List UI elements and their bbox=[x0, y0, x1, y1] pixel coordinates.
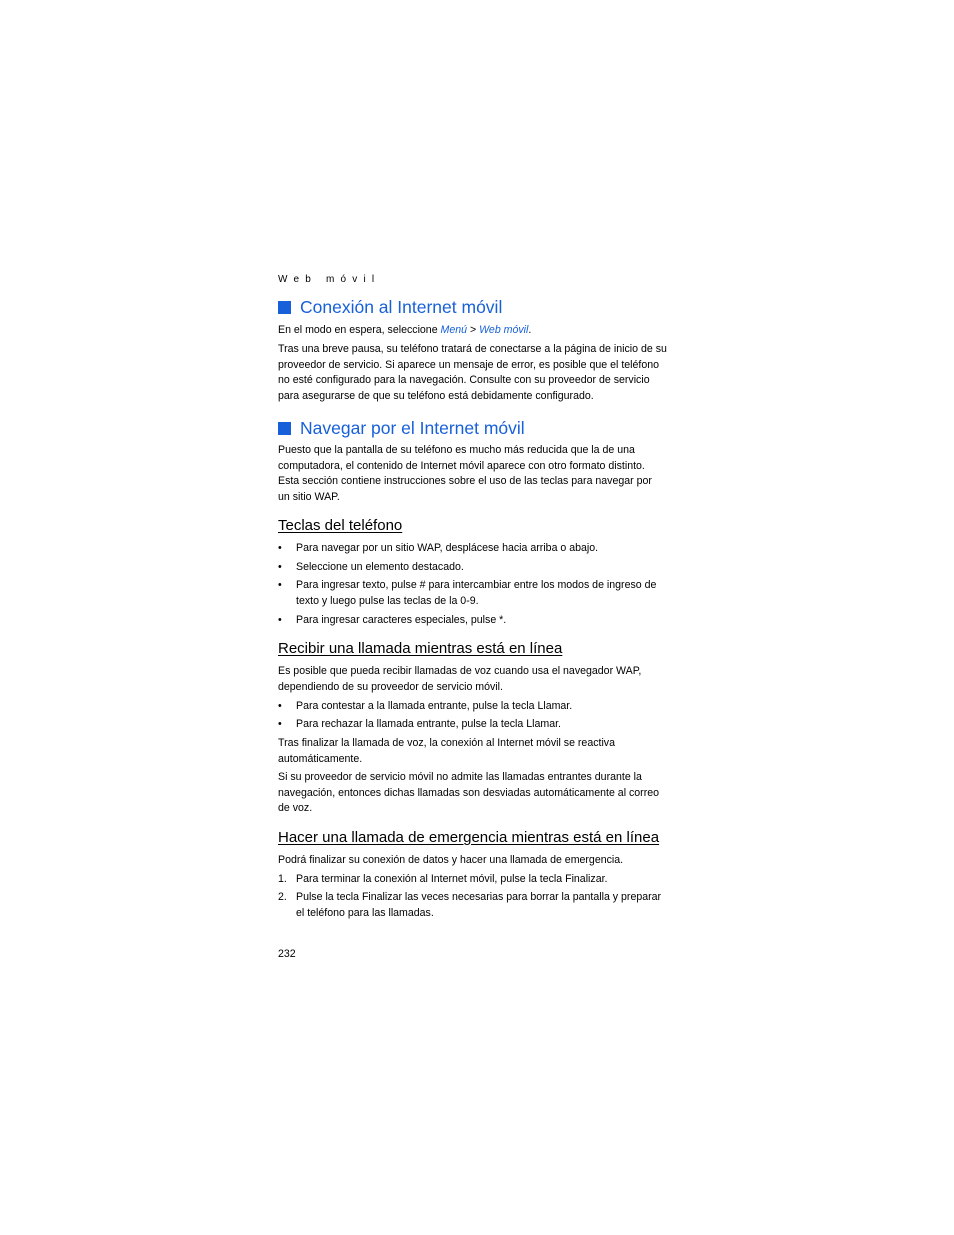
bullet-icon: • bbox=[278, 579, 282, 591]
menu-link-web-movil[interactable]: Web móvil bbox=[479, 324, 529, 336]
bullet-icon: • bbox=[278, 561, 282, 573]
list-item-text: Para ingresar texto, pulse # para intercambiar entre los modos de ingreso de bbox=[296, 579, 657, 591]
text-line: Si su proveedor de servicio móvil no admite las llamadas entrantes durante la bbox=[278, 771, 642, 783]
text-line: Es posible que pueda recibir llamadas de voz cuando usa el navegador WAP, bbox=[278, 665, 642, 677]
step-number: 1. bbox=[278, 873, 287, 885]
connect-paragraph bbox=[278, 342, 668, 405]
intro-text: En el modo en espera, seleccione bbox=[278, 324, 441, 336]
square-bullet-icon bbox=[278, 301, 291, 314]
receive-paragraph-2 bbox=[278, 736, 668, 767]
text-line: no esté configurado para la navegación. Consulte con su proveedor de servicio bbox=[278, 374, 650, 387]
emergency-intro bbox=[278, 853, 668, 869]
text-line: Puesto que la pantalla de su teléfono es mucho más reducida que la de una bbox=[278, 444, 635, 456]
list-item-text: Para ingresar caracteres especiales, pulse *. bbox=[296, 614, 507, 626]
text-line: Tras finalizar la llamada de voz, la conexión al Internet móvil se reactiva bbox=[278, 737, 615, 749]
text-line: automáticamente. bbox=[278, 752, 363, 765]
menu-link-menu[interactable]: Menú bbox=[440, 324, 468, 336]
section-title: Navegar por el Internet móvil bbox=[300, 418, 525, 438]
list-item-text: Seleccione un elemento destacado. bbox=[296, 561, 464, 573]
text-line: de voz. bbox=[278, 802, 313, 815]
list-item-text: Para contestar a la llamada entrante, pulse la tecla Llamar. bbox=[296, 700, 573, 712]
intro-period: . bbox=[528, 324, 532, 336]
bullet-icon: • bbox=[278, 614, 282, 626]
step-number: 2. bbox=[278, 891, 287, 903]
receive-paragraph-3 bbox=[278, 770, 668, 817]
menu-separator: > bbox=[467, 324, 480, 336]
text-line: para asegurarse de que su teléfono está debidamente configurado. bbox=[278, 390, 594, 403]
list-item-text: Para navegar por un sitio WAP, desplácese hacia arriba o abajo. bbox=[296, 542, 599, 554]
bullet-icon: • bbox=[278, 718, 282, 730]
connect-intro bbox=[278, 323, 668, 339]
list-item-text: texto y luego pulse las teclas de la 0-9. bbox=[296, 594, 479, 607]
section-title: Conexión al Internet móvil bbox=[300, 297, 503, 317]
text-line: un sitio WAP. bbox=[278, 491, 340, 504]
step-text: Para terminar la conexión al Internet móvil, pulse la tecla Finalizar. bbox=[296, 873, 608, 885]
list-item-text: Para rechazar la llamada entrante, pulse la tecla Llamar. bbox=[296, 718, 561, 730]
subheading-phone-keys: Teclas del teléfono bbox=[278, 517, 403, 534]
text-line: Tras una breve pausa, su teléfono tratará de conectarse a la página de inicio de su bbox=[278, 343, 667, 355]
step-text: Pulse la tecla Finalizar las veces necesarias para borrar la pantalla y preparar bbox=[296, 891, 662, 903]
subheading-receive-call: Recibir una llamada mientras está en línea bbox=[278, 640, 563, 657]
text-line: navegación, entonces dichas llamadas son desviadas automáticamente al correo bbox=[278, 786, 660, 799]
text-line: Esta sección contiene instrucciones sobre el uso de las teclas para navegar por bbox=[278, 475, 652, 488]
running-head: Web móvil bbox=[278, 274, 381, 285]
text-line: dependiendo de su proveedor de servicio móvil. bbox=[278, 680, 503, 693]
bullet-icon: • bbox=[278, 542, 282, 554]
text-line: computadora, el contenido de Internet móvil aparece con otro formato distinto. bbox=[278, 459, 645, 472]
receive-intro bbox=[278, 664, 668, 695]
section-heading-connect bbox=[278, 297, 502, 318]
browse-paragraph bbox=[278, 443, 668, 506]
bullet-icon: • bbox=[278, 700, 282, 712]
text-line: Podrá finalizar su conexión de datos y hacer una llamada de emergencia. bbox=[278, 854, 624, 866]
step-text: el teléfono para las llamadas. bbox=[296, 906, 434, 919]
subheading-emergency-call: Hacer una llamada de emergencia mientras está en línea bbox=[278, 829, 660, 846]
section-heading-browse bbox=[278, 418, 525, 439]
page-number: 232 bbox=[278, 948, 296, 960]
text-line: proveedor de servicio. Si aparece un mensaje de error, es posible que el teléfono bbox=[278, 358, 660, 371]
square-bullet-icon bbox=[278, 422, 291, 435]
